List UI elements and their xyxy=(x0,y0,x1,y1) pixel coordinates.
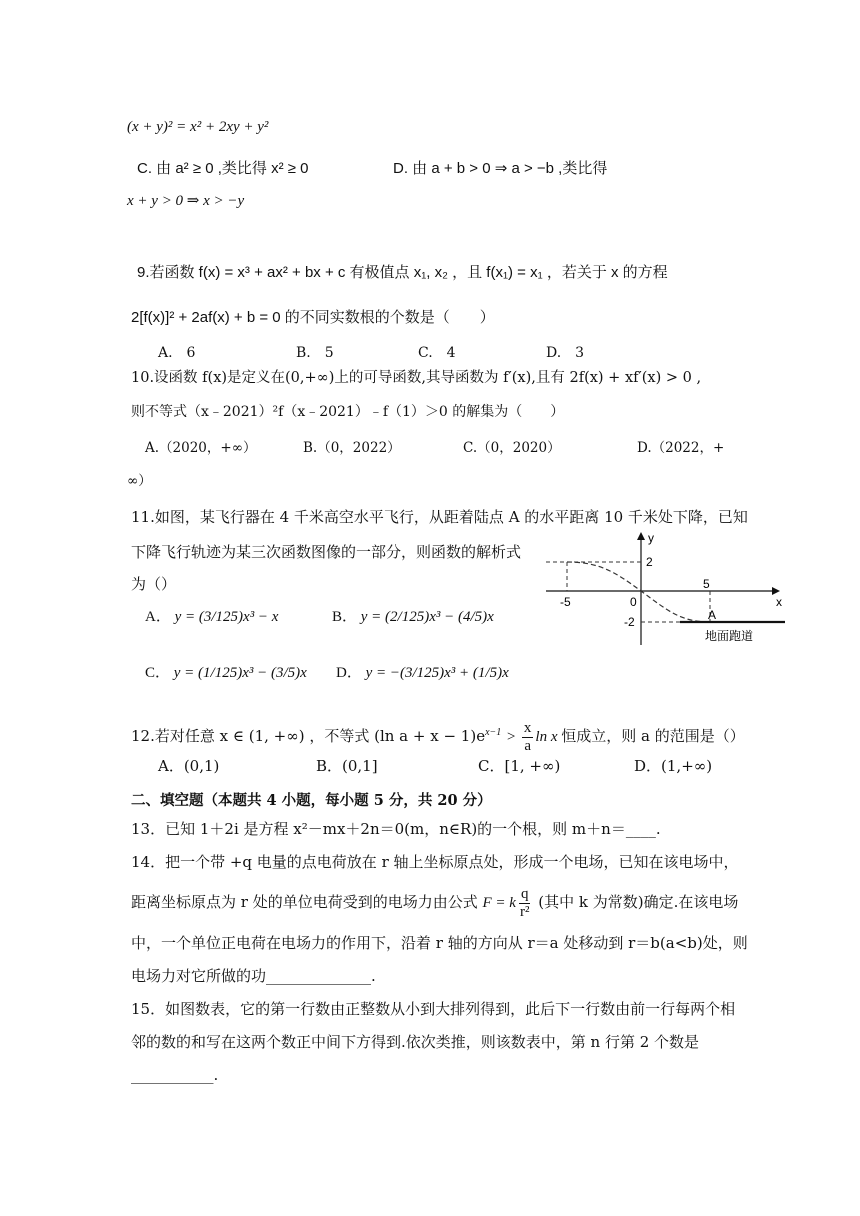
x-axis-label: x xyxy=(776,595,782,609)
q14-line4 xyxy=(131,967,376,985)
runway-label: 地面跑道 xyxy=(705,629,754,643)
q14-line2-pre: 距离坐标原点为 r 处的单位电荷受到的电场力由公式 xyxy=(131,893,478,911)
q15-line2-text: 邻的数的和写在这两个数正中间下方得到.依次类推，则该数表中，第 n 行第 2 个数是 xyxy=(131,1033,700,1051)
q8-option-d xyxy=(393,159,607,178)
q15-line1-text: 15．如图数表，它的第一行数由正整数从小到大排列得到，此后下一行数由前一行每两个相 xyxy=(131,1000,736,1018)
q11-option-d xyxy=(336,664,509,682)
q8-formula-b xyxy=(127,118,268,136)
q14-fraction-q-over-r2: $\frac{q}{\text{r²}}$ xyxy=(519,886,530,920)
q14-line3 xyxy=(131,934,748,952)
x-axis-arrow xyxy=(772,587,780,595)
q11-line1 xyxy=(131,508,748,526)
q11-flight-path-figure xyxy=(540,530,790,648)
section2-heading-text: 二、填空题（本题共 4 小题，每小题 5 分，共 20 分） xyxy=(131,792,492,809)
q10-option-d: D.（2022，+ xyxy=(637,440,725,456)
q8-formula-b-text: (x + y)² = x² + 2xy + y² xyxy=(127,119,269,135)
q11-line2 xyxy=(131,543,521,561)
q11-option-a xyxy=(145,608,278,626)
q12-line1: 12.若对任意 x ∈ (1, +∞) ，不等式 (ln $a + x - 1)e^{x-1}$ > $\frac{x}{a}$ ln x 恒成立，则 a 的范围是（） xyxy=(131,720,745,754)
q9-line2 xyxy=(131,309,495,327)
q11-option-d-label: D． xyxy=(336,665,362,681)
q14-line2-post: (其中 k 为常数)确定.在该电场 xyxy=(538,893,739,911)
tick-label-2: 2 xyxy=(646,555,653,569)
q13 xyxy=(131,820,661,838)
q8-option-d-cont xyxy=(127,192,244,210)
q15-line2 xyxy=(131,1033,699,1051)
q11-option-b-label: B． xyxy=(332,609,358,625)
q12-fraction-x-over-a: $\frac{x}{a}$ xyxy=(523,720,532,754)
q14-line3-text: 中，一个单位正电荷在电场力的作用下，沿着 r 轴的方向从 r＝a 处移动到 r＝b(a<b)处，则 xyxy=(131,934,748,952)
q11-line3 xyxy=(131,575,176,593)
q9-option-d: D. 3 xyxy=(546,345,585,361)
y-axis-arrow xyxy=(637,532,645,540)
q10-option-a: A.（2020，+∞） xyxy=(145,440,257,456)
q11-line1-text: 11.如图，某飞行器在 4 千米高空水平飞行，从距着陆点 A 的水平距离 10 千米处下降，已知 xyxy=(131,508,748,526)
q8-option-c xyxy=(137,159,309,178)
q9-option-b: B. 5 xyxy=(296,345,334,361)
q11-line2-text: 下降飞行轨迹为某三次函数图像的一部分，则函数的解析式 xyxy=(131,543,522,561)
q11-option-a-label: A． xyxy=(145,609,171,625)
q15-line1 xyxy=(131,1000,735,1018)
q12-option-c: C．[1, +∞) xyxy=(478,757,561,775)
q11-line3-text: 为（） xyxy=(131,575,177,593)
q8-option-c-text: C. 由 a² ≥ 0 ,类比得 x² ≥ 0 xyxy=(137,160,309,177)
q11-option-d-expr: y = −(3/125)x³ + (1/5)x xyxy=(365,665,509,681)
q11-option-c-expr: y = (1/125)x³ − (3/5)x xyxy=(173,665,307,681)
q10-line1-text: 10.设函数 f(x)是定义在(0,+∞)上的可导函数,其导函数为 f′(x),且有 2f(x) + xf′(x) > 0 , xyxy=(131,370,702,386)
tick-label-origin: 0 xyxy=(630,595,637,609)
q12-line1-pre: 12.若对任意 x ∈ (1, +∞) ，不等式 (ln a + x − 1)e xyxy=(131,727,486,745)
y-axis-label: y xyxy=(648,531,654,545)
q9-option-c: C. 4 xyxy=(418,345,456,361)
q8-option-d-cont-text: x + y > 0 ⇒ x > −y xyxy=(127,193,245,209)
q8-option-d-text: D. 由 a + b > 0 ⇒ a > −b ,类比得 xyxy=(393,160,608,177)
q10-line1 xyxy=(131,370,701,387)
q13-text: 13．已知 1＋2i 是方程 x²－mx＋2n＝0(m，n∈R)的一个根，则 m＋n＝____. xyxy=(131,820,661,838)
q10-line2 xyxy=(131,404,564,421)
q14-line1-text: 14．把一个带 +q 电量的点电荷放在 r 轴上坐标原点处，形成一个电场，已知在该电场中， xyxy=(131,853,739,871)
q11-option-a-expr: y = (3/125)x³ − x xyxy=(174,609,279,625)
tick-label-neg2: -2 xyxy=(624,615,635,629)
tick-label-neg5: -5 xyxy=(560,595,571,609)
q10-option-b: B.（0，2022） xyxy=(303,440,401,456)
q11-option-b xyxy=(332,608,494,626)
point-a-label: A xyxy=(708,608,717,622)
q14-line2: 距离坐标原点为 r 处的单位电荷受到的电场力由公式 F = k $\frac{q}{\text{r²}}$ (其中 k 为常数)确定.在该电场 xyxy=(131,886,739,920)
tick-label-5: 5 xyxy=(703,577,710,591)
q10-option-d-cont-text: ∞） xyxy=(127,473,152,489)
q11-option-c-label: C． xyxy=(145,665,171,681)
q11-option-c xyxy=(145,664,307,682)
q12-option-d: D．(1,+∞) xyxy=(634,757,713,775)
q15-line3 xyxy=(131,1066,218,1084)
q9-line2-text: 2[f(x)]² + 2af(x) + b = 0 的不同实数根的个数是（ ） xyxy=(131,309,495,326)
q9-option-a: A. 6 xyxy=(158,345,196,361)
q12-option-a: A．(0,1) xyxy=(158,757,220,775)
q15-line3-text: ___________. xyxy=(131,1066,219,1084)
q10-option-c: C.（0，2020） xyxy=(463,440,561,456)
q14-line1 xyxy=(131,853,739,871)
q10-line2-text: 则不等式（x﹣2021）²f（x﹣2021）﹣f（1）＞0 的解集为（ ） xyxy=(131,404,565,420)
q11-option-b-expr: y = (2/125)x³ − (4/5)x xyxy=(360,609,494,625)
q9-line1-text: 9.若函数 f(x) = x³ + ax² + bx + c 有极值点 x₁, x₂ ，且 f(x₁) = x₁ ，若关于 x 的方程 xyxy=(137,264,668,281)
section2-heading xyxy=(131,792,492,809)
q10-option-d-cont xyxy=(127,473,152,489)
q12-line1-post: 恒成立，则 a 的范围是（） xyxy=(561,727,745,745)
q14-line4-text: 电场力对它所做的功______________. xyxy=(131,967,376,985)
q9-line1 xyxy=(137,264,668,282)
q12-option-b: B．(0,1] xyxy=(316,757,378,775)
flight-path-curve xyxy=(567,562,710,622)
